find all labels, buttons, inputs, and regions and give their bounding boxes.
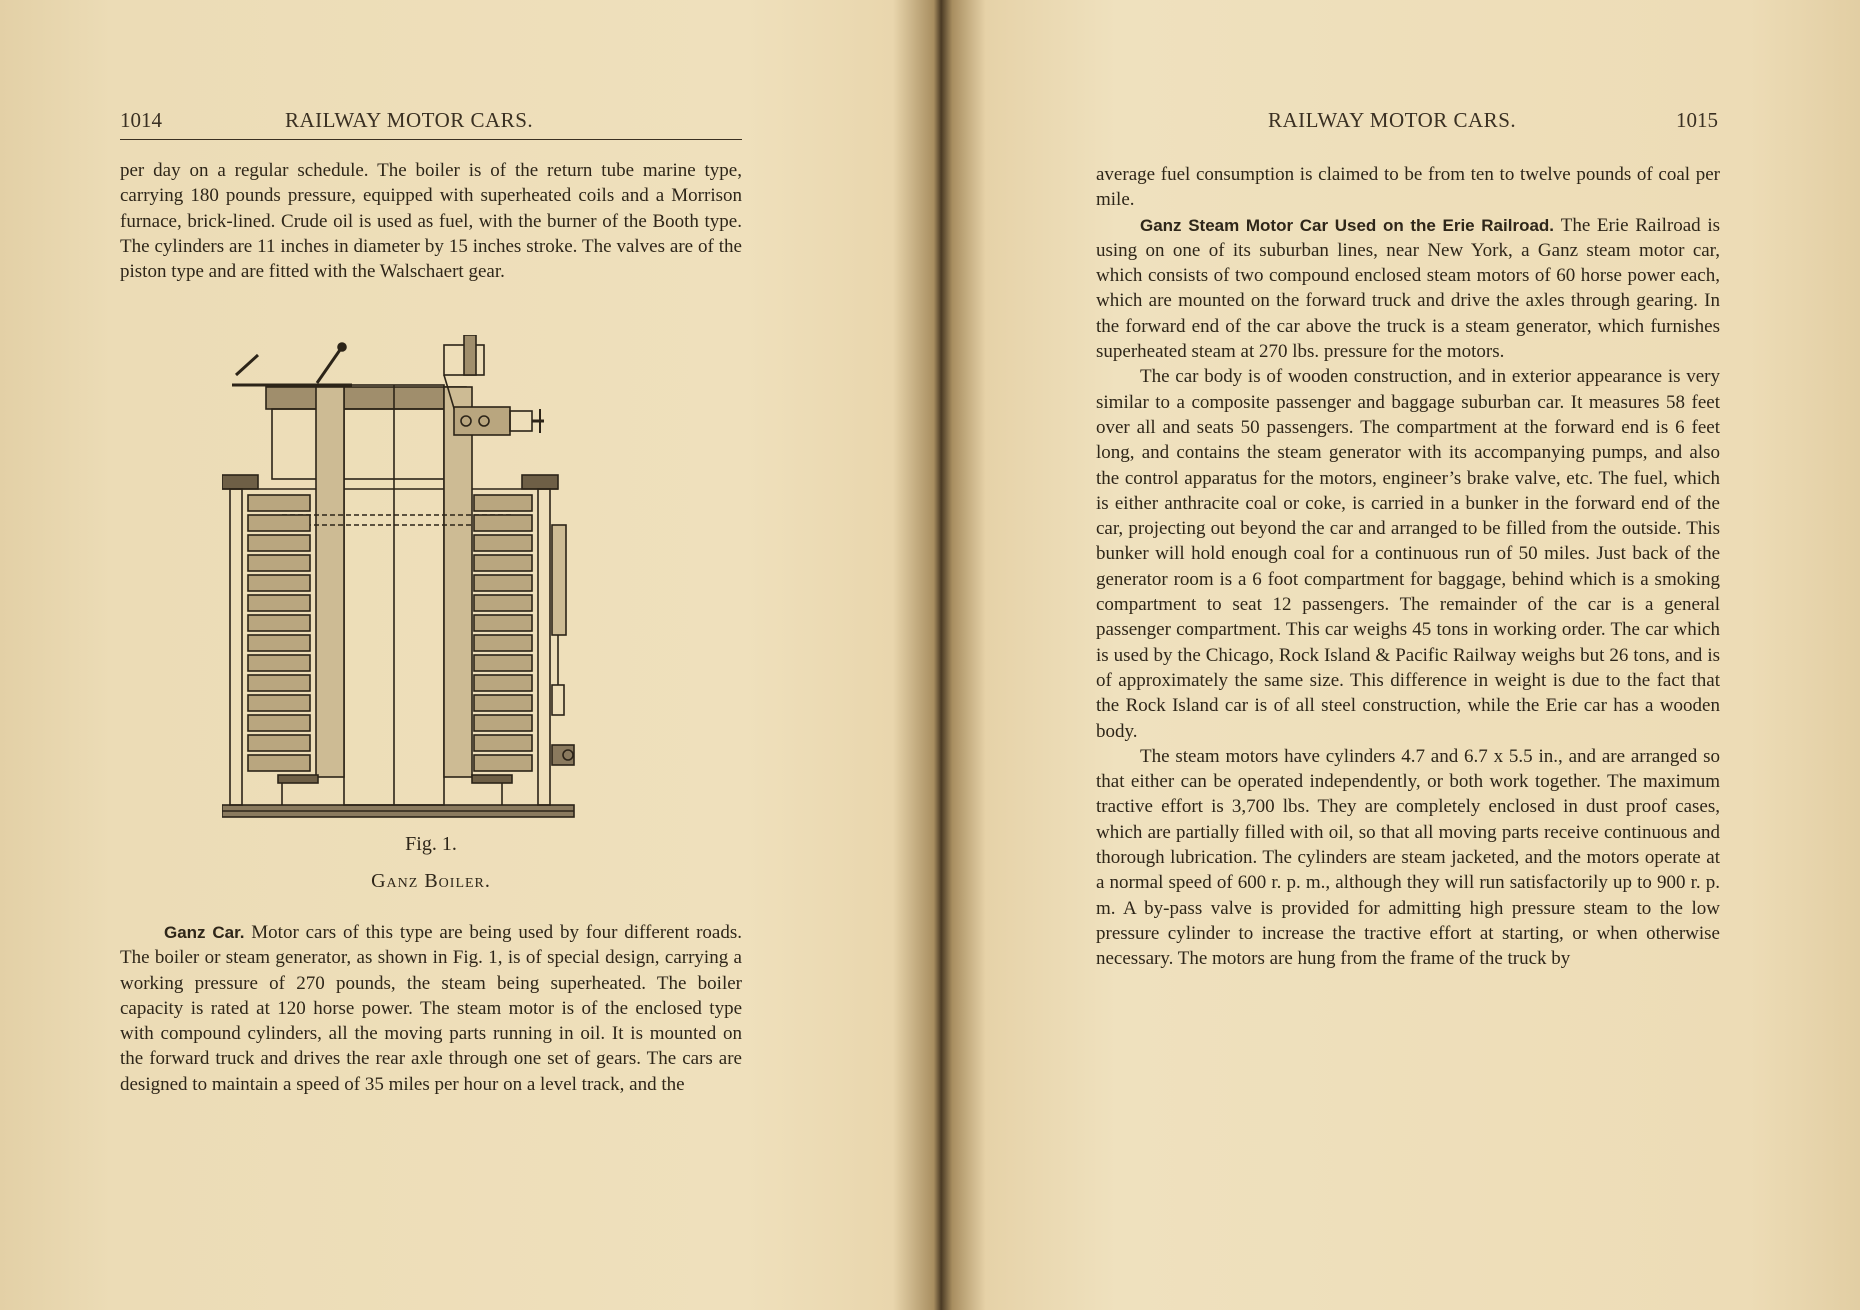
ganz-boiler-figure [222, 335, 582, 825]
header-rule [120, 139, 742, 140]
ganz-car-section [120, 920, 742, 1097]
right-page-body [1096, 162, 1720, 972]
section-heading: Ganz Steam Motor Car Used on the Erie Railroad. [1140, 215, 1555, 235]
paragraph-2: The Erie Railroad is using on one of its suburban lines, near New York, a Ganz steam motor car, which consists of two compound enclosed steam motors of 60 horse power each, which are mounted on the forward truck and drive the axles through gearing. In the forward end of the car above the truck is a steam generator, which furnishes superheated steam at 270 lbs. pressure for the motors. [1096, 214, 1721, 363]
figure-title: Ganz Boiler. [371, 870, 491, 892]
paragraph-3: The car body is of wooden construction, and in exterior appearance is very similar to a composite passenger and baggage suburban car. It measures 58 feet over all and seats 50 passengers. The compartment at the forward end is 6 feet long, and contains the steam generator with its accompanying pumps, and also the control apparatus for the motors, engineer’s brake valve, etc. The fuel, which is either anthracite coal or coke, is carried in a bunker in the forward end of the car, projecting out beyond the car and arranged to be filled from the outside. This bunker will hold enough coal for a continuous run of 50 miles. Just back of the generator room is a 6 foot compartment for baggage, behind which is a smoking compartment to seat 12 passengers. The remainder of the car is a general passenger compartment. This car weighs 45 tons in working order. The car which is used by the Chicago, Rock Island & Pacific Railway weighs but 26 tons, and is of approximately the same size. This difference in weight is due to the fact that the Rock Island car is of all steel construction, while the Erie car has a wooden body. [1096, 366, 1720, 742]
section-heading: Ganz Car. [164, 923, 245, 942]
page-number: 1014 [120, 108, 162, 132]
section-paragraph: Motor cars of this type are being used by four different roads. The boiler or steam generator, as shown in Fig. 1, is of special design, carrying a working pressure of 270 pounds, the steam being superheated. The boiler capacity is rated at 120 horse power. The steam motor is of the enclosed type with compound cylinders, all the moving parts running in oil. It is mounted on the forward truck and drives the rear axle through one set of gears. The cars are designed to maintain a speed of 35 miles per hour on a level track, and the [120, 922, 743, 1095]
running-head: RAILWAY MOTOR CARS. [285, 108, 534, 132]
paragraph-1: average fuel consumption is claimed to be from ten to twelve pounds of coal per mile. [1096, 164, 1720, 211]
intro-paragraph: per day on a regular schedule. The boiler is of the return tube marine type, carrying 180 pounds pressure, equipped with superheated coils and a Morrison furnace, brick-lined. Crude oil is used as fuel, with the burner of the Booth type. The cylinders are 11 inches in diameter by 15 inches stroke. The valves are of the piston type and are fitted with the Walschaert gear. [120, 160, 742, 283]
running-head: RAILWAY MOTOR CARS. [1268, 108, 1517, 132]
page-number: 1015 [1676, 108, 1718, 132]
paragraph-4: The steam motors have cylinders 4.7 and 6.7 x 5.5 in., and are arranged so that either can be operated independently, or both work together. The maximum tractive effort is 3,700 lbs. They are completely enclosed in dust proof cases, which are partially filled with oil, so that all moving parts receive continuous and thorough lubrication. The cylinders are steam jacketed, and the motors operate at a normal speed of 600 r. p. m., although they will run satisfactorily up to 900 r. p. m. A by-pass valve is provided for admitting high pressure steam to the low pressure cylinder to increase the tractive effort at starting, or when otherwise necessary. The motors are hung from the frame of the truck by [1096, 745, 1720, 970]
right-page [930, 0, 1860, 1310]
figure-label: Fig. 1. [405, 833, 457, 855]
